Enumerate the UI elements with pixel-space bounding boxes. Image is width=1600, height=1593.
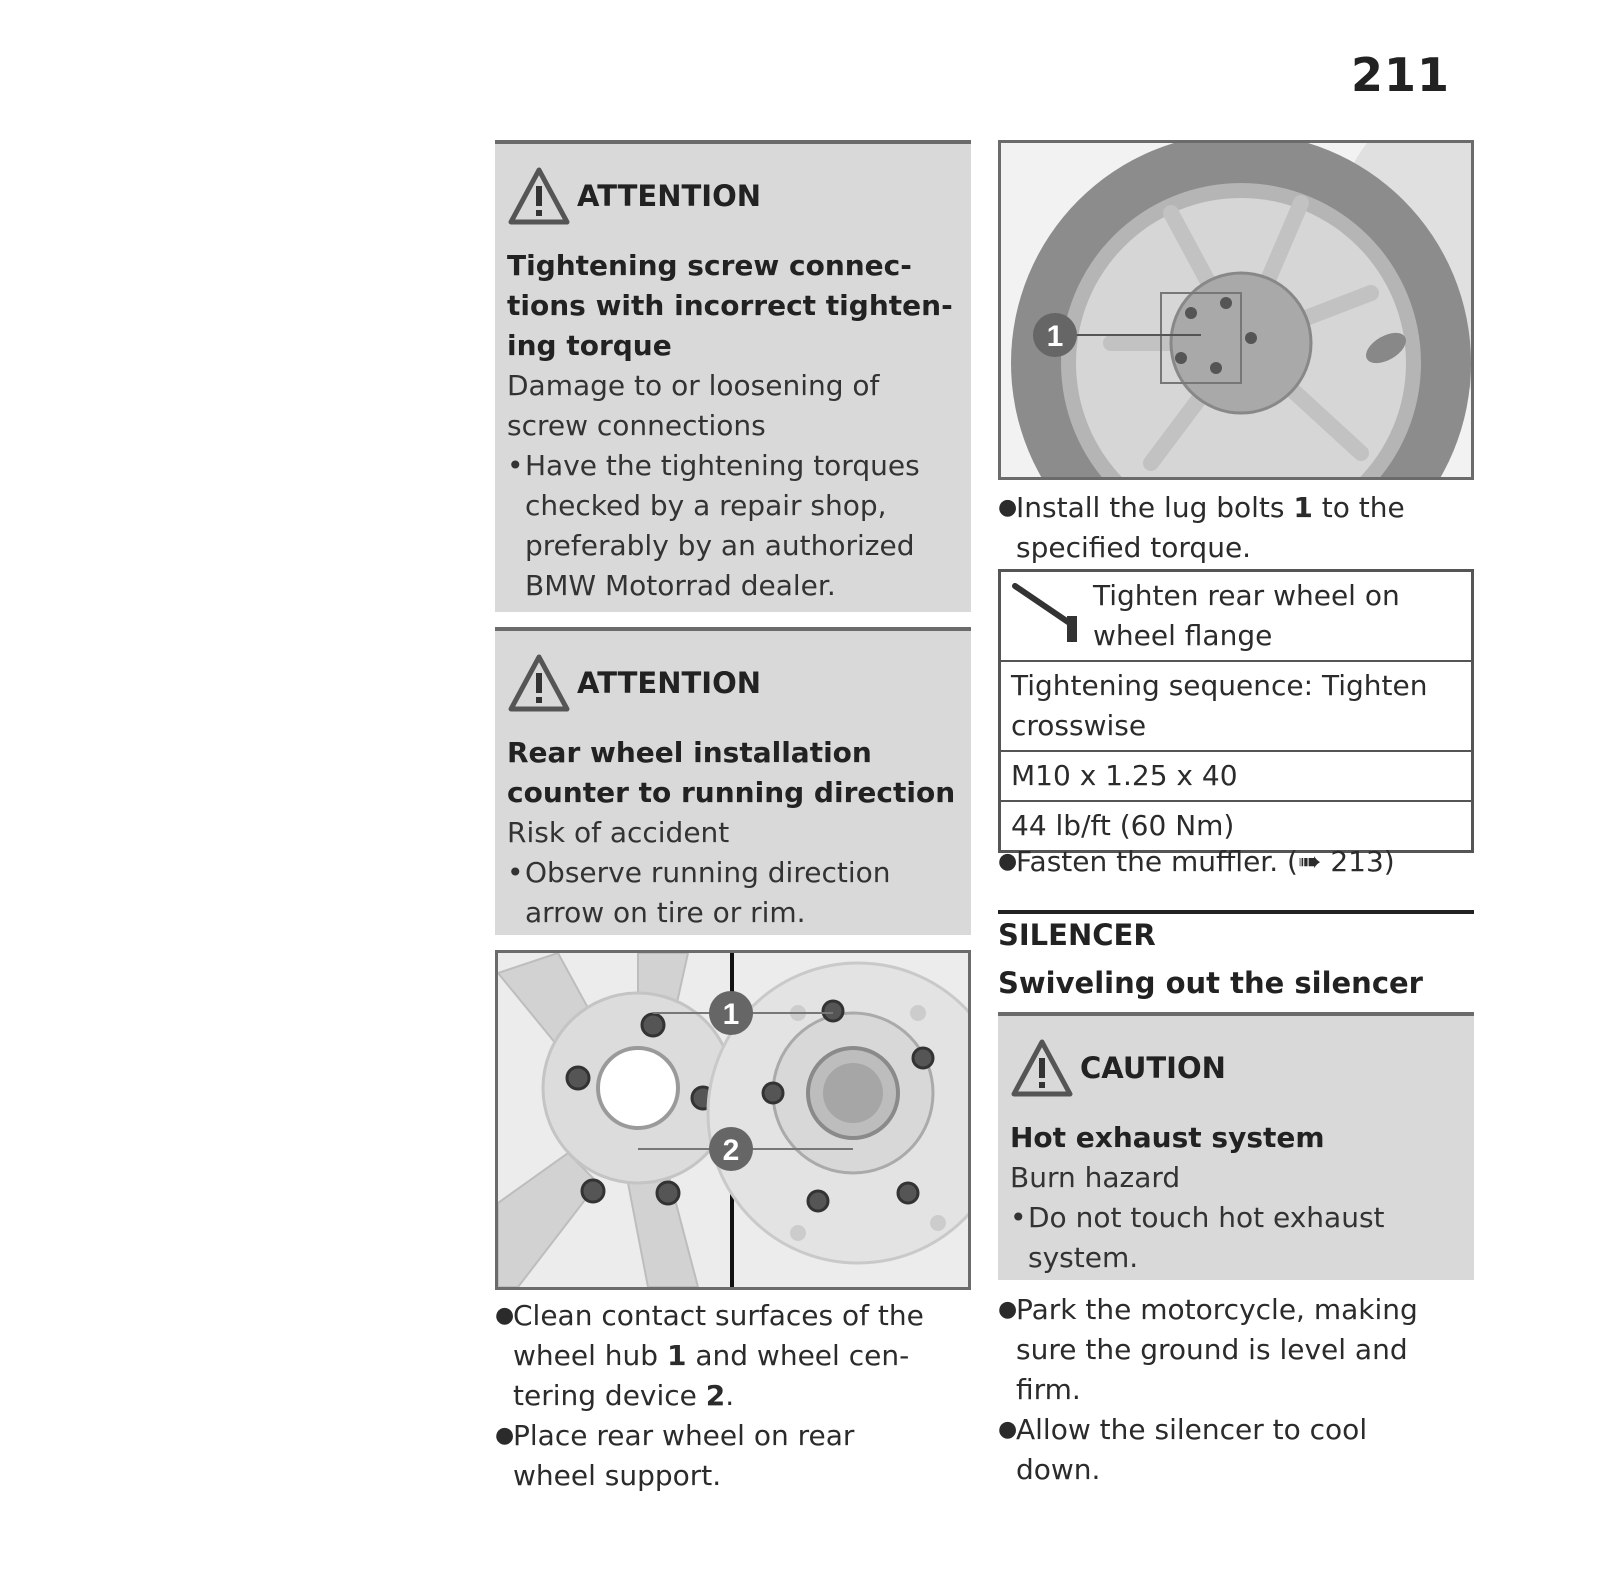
callout-ref: 1 [666,1339,687,1372]
step-line [1016,488,1478,528]
step-line [1016,842,1478,882]
caution-action [1010,1198,1462,1278]
step-line: sure the ground is level and [1016,1333,1408,1366]
attention-hazard [507,733,959,813]
wheel-hub-figure [495,950,971,1290]
list-item [998,1410,1478,1490]
sequence-line: Tightening sequence: Tighten [1011,669,1428,702]
hazard-line: Tightening screw connec- [507,249,912,282]
bullet-icon: • [507,449,524,482]
callout-1-label: 1 [722,998,740,1031]
attention-header [507,164,959,228]
left-steps-list [495,1296,975,1496]
page-number: 211 [1350,48,1450,102]
step-line: Clean contact surfaces of the [513,1299,924,1332]
caution-box [998,1012,1474,1280]
rear-wheel-illustration [1001,143,1471,477]
bullet-icon: ● [998,1417,1018,1442]
warning-triangle-icon [507,653,571,713]
torque-sequence-row [1001,660,1471,750]
caution-hazard: Hot exhaust system [1010,1121,1325,1154]
callout-1-label: 1 [1046,320,1064,353]
list-item [495,1416,975,1496]
bullet-icon: • [507,856,524,889]
hazard-line: ing torque [507,329,672,362]
section-title: SILENCER [998,918,1156,952]
fasten-step [998,842,1478,882]
step-line: Place rear wheel on rear [513,1419,855,1452]
action-line: preferably by an authorized [525,529,915,562]
section-rule [998,910,1474,914]
step-line [513,1336,975,1376]
torque-value-row: 44 lb/ft (60 Nm) [1001,800,1471,850]
step-line: wheel support. [513,1459,722,1492]
hazard-line: counter to running direction [507,776,956,809]
attention-header [507,651,959,715]
bullet-icon: ● [998,495,1018,520]
warning-triangle-icon [507,166,571,226]
caution-title: CAUTION [1080,1051,1226,1085]
silencer-steps-list [998,1290,1478,1490]
callout-2-label: 2 [722,1134,740,1167]
section-subtitle: Swiveling out the silencer [998,966,1423,1000]
torque-title-line: wheel flange [1093,619,1273,652]
bullet-icon: ● [998,1297,1018,1322]
page-reference-arrow-icon: ➠ [1297,845,1322,878]
list-item [998,488,1478,568]
list-item [998,1290,1478,1410]
warning-triangle-icon [1010,1038,1074,1098]
attention-risk [507,813,959,853]
attention-risk [507,366,959,446]
step-line [513,1376,975,1416]
torque-title-line: Tighten rear wheel on [1093,579,1400,612]
bullet-icon: ● [998,849,1018,874]
step-text: wheel hub [513,1339,667,1372]
caution-header [1010,1036,1462,1100]
step-text: and wheel cen- [686,1339,910,1372]
step-line: specified torque. [1016,531,1252,564]
attention-action [507,853,959,933]
bullet-icon: • [1010,1201,1027,1234]
install-step [998,488,1478,568]
attention-title: ATTENTION [577,666,761,700]
attention-box-torque [495,140,971,612]
bullet-icon: ● [495,1423,515,1448]
torque-spec-table [998,569,1474,853]
callout-ref: 1 [1293,491,1313,524]
step-text: to the [1312,491,1405,524]
risk-line: screw connections [507,409,766,442]
page-reference[interactable]: 213) [1321,845,1395,878]
action-line: BMW Motorrad dealer. [525,569,836,602]
hazard-line: tions with incorrect tighten- [507,289,953,322]
attention-action [507,446,959,606]
step-line: Allow the silencer to cool [1016,1413,1368,1446]
attention-title: ATTENTION [577,179,761,213]
list-item [998,842,1478,882]
sequence-line: crosswise [1011,709,1147,742]
caution-risk: Burn hazard [1010,1161,1181,1194]
bullet-icon: ● [495,1303,515,1328]
action-line: Observe running direction [525,856,891,889]
action-line: Have the tightening torques [525,449,920,482]
step-text: tering device [513,1379,706,1412]
step-line: Park the motorcycle, making [1016,1293,1418,1326]
torque-bolt-row: M10 x 1.25 x 40 [1001,750,1471,800]
torque-title-row [1001,572,1471,660]
step-text: Install the lug bolts [1016,491,1294,524]
step-line: down. [1016,1453,1101,1486]
step-text: Fasten the muffler. ( [1016,845,1298,878]
attention-box-direction [495,627,971,935]
action-line: checked by a repair shop, [525,489,887,522]
step-text: . [725,1379,735,1412]
risk-line: Damage to or loosening of [507,369,880,402]
action-line: arrow on tire or rim. [525,896,806,929]
rear-wheel-figure [998,140,1474,480]
risk-line: Risk of accident [507,816,730,849]
step-line: firm. [1016,1373,1081,1406]
attention-hazard [507,246,959,366]
torque-wrench-icon [1011,576,1087,646]
wheel-hub-illustration [498,953,968,1287]
hazard-line: Rear wheel installation [507,736,872,769]
action-line: Do not touch hot exhaust [1028,1201,1385,1234]
list-item [495,1296,975,1416]
callout-ref: 2 [705,1379,726,1412]
action-line: system. [1028,1241,1139,1274]
